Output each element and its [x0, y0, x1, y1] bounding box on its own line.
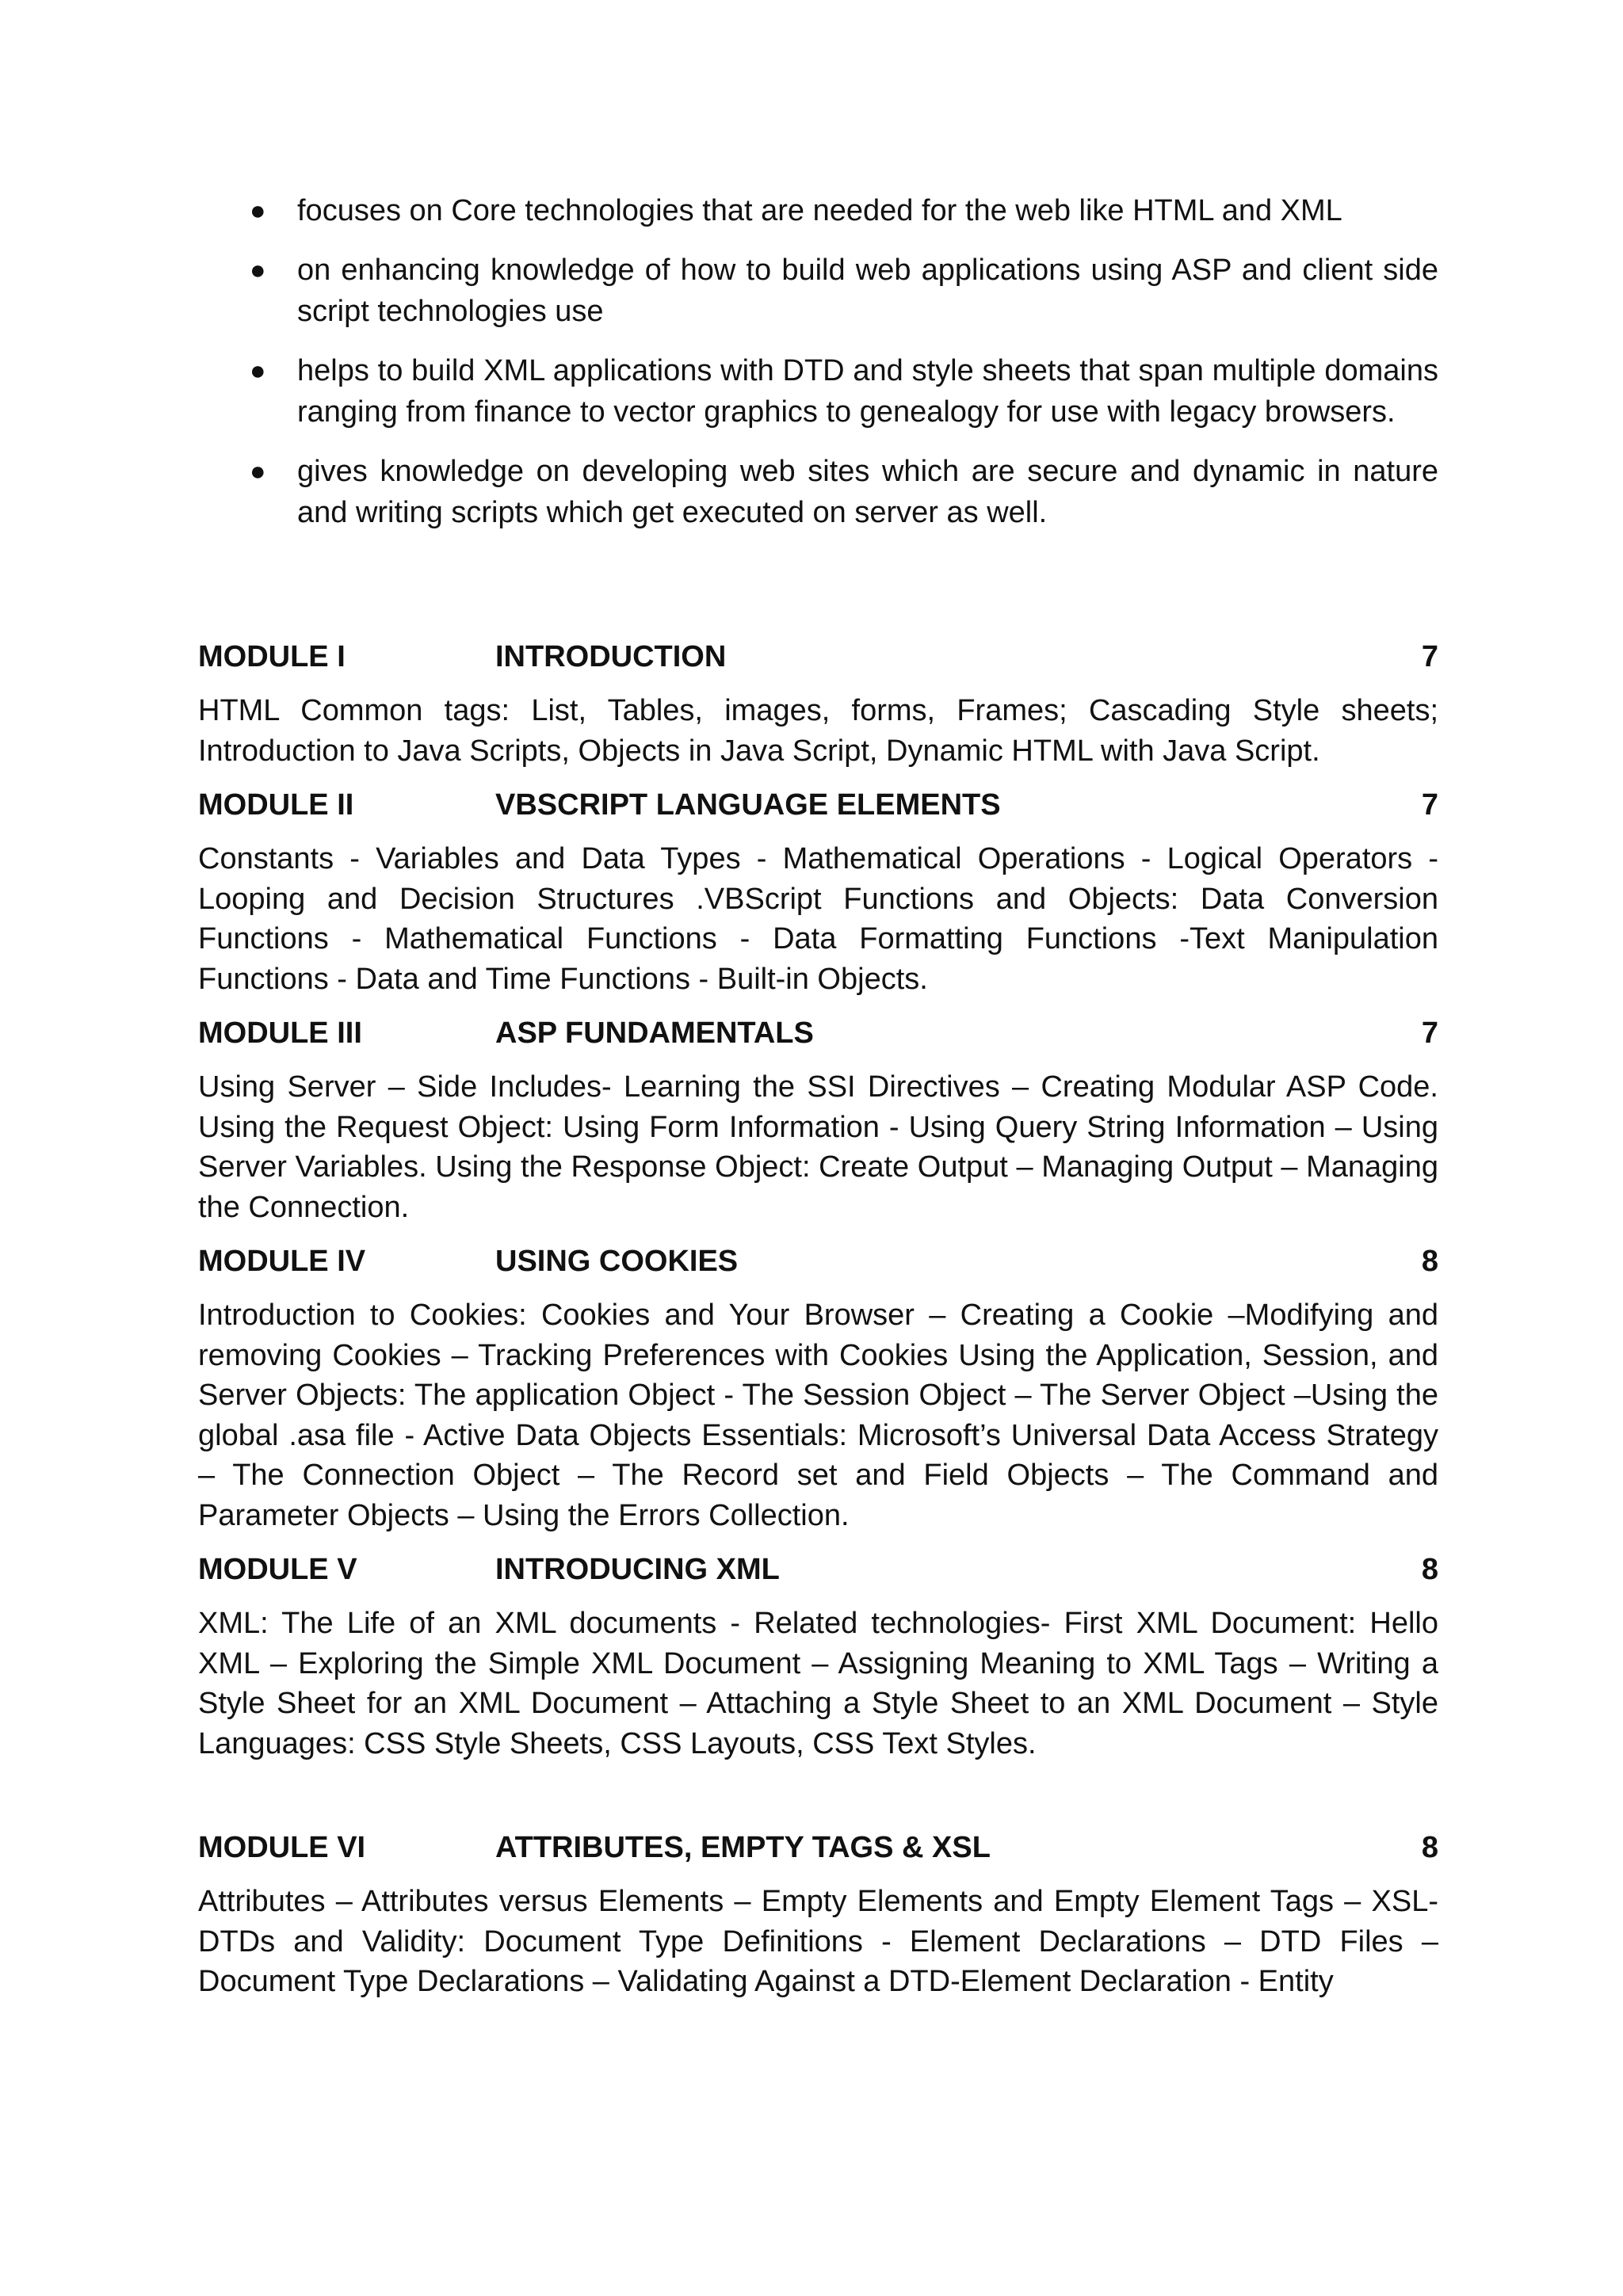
module-heading — [198, 636, 1438, 677]
module-1 — [198, 636, 1438, 771]
list-item-text: gives knowledge on developing web sites which are secure and dynamic in nature and writing scripts which get executed on server as well. — [297, 455, 1438, 529]
module-id: MODULE VI — [198, 1831, 366, 1864]
module-heading — [198, 784, 1438, 826]
module-heading — [198, 1549, 1438, 1590]
module-title: INTRODUCTION — [495, 640, 727, 673]
list-item-text: focuses on Core technologies that are needed for the web like HTML and XML — [297, 194, 1342, 227]
list-item-text: helps to build XML applications with DTD and style sheets that span multiple domains ranging from finance to vector graphics to genealogy for use with legacy browsers. — [297, 354, 1438, 429]
module-3 — [198, 1013, 1438, 1227]
module-title: USING COOKIES — [495, 1245, 739, 1278]
module-description: XML: The Life of an XML documents - Related technologies- First XML Document: Hello XML – Exploring the Simple XML Document – Assigning Meaning to XML Tags – Writing a Style Sheet for an XML Document – Attaching a Style Sheet to an XML Document – Style Languages: CSS Style Sheets, CSS Layouts, CSS Text Styles. — [198, 1607, 1438, 1760]
module-description: Attributes – Attributes versus Elements – Empty Elements and Empty Element Tags – XSL- DTDs and Validity: Document Type Definitions - Element Declarations – DTD Files – Document Type Declarations – Validating Against a DTD-Element Declaration - Entity — [198, 1885, 1438, 1998]
module-id: MODULE III — [198, 1016, 362, 1050]
list-item — [198, 350, 1438, 433]
document-page — [198, 190, 1438, 2016]
bullet-icon: ● — [250, 356, 266, 386]
module-4 — [198, 1241, 1438, 1535]
list-item — [198, 190, 1438, 231]
module-id: MODULE II — [198, 788, 354, 822]
module-hours: 7 — [1421, 1016, 1438, 1050]
module-title: VBSCRIPT LANGUAGE ELEMENTS — [495, 788, 1001, 822]
bullet-icon: ● — [250, 255, 266, 285]
module-heading — [198, 1827, 1438, 1868]
module-heading — [198, 1241, 1438, 1282]
module-2 — [198, 784, 1438, 999]
module-title: ASP FUNDAMENTALS — [495, 1016, 814, 1050]
module-description: HTML Common tags: List, Tables, images, forms, Frames; Cascading Style sheets; Introduction to Java Scripts, Objects in Java Script, Dynamic HTML with Java Script. — [198, 694, 1438, 768]
module-hours: 7 — [1421, 788, 1438, 822]
modules-section — [198, 636, 1438, 2002]
module-6 — [198, 1827, 1438, 2002]
module-id: MODULE IV — [198, 1245, 366, 1278]
list-item — [198, 451, 1438, 533]
module-5 — [198, 1549, 1438, 1764]
module-hours: 8 — [1421, 1553, 1438, 1586]
module-title: ATTRIBUTES, EMPTY TAGS & XSL — [495, 1831, 991, 1864]
module-description: Using Server – Side Includes- Learning the SSI Directives – Creating Modular ASP Code. Using the Request Object: Using Form Information - Using Query String Information – Using Server Variables. Using the Response Object: Create Output – Managing Output – Managing the Connection. — [198, 1070, 1438, 1224]
module-description: Constants - Variables and Data Types - Mathematical Operations - Logical Operators - Looping and Decision Structures .VBScript Functions and Objects: Data Conversion Functions - Mathematical Functions - Data Formatting Functions -Text Manipulation Functions - Data and Time Functions - Built-in Objects. — [198, 842, 1438, 996]
module-title: INTRODUCING XML — [495, 1553, 780, 1586]
module-hours: 7 — [1421, 640, 1438, 673]
module-heading — [198, 1013, 1438, 1054]
module-description: Introduction to Cookies: Cookies and Your Browser – Creating a Cookie –Modifying and removing Cookies – Tracking Preferences with Cookies Using the Application, Session, and Server Objects: The application Object - The Session Object – The Server Object –Using the global .asa file - Active Data Objects Essentials: Microsoft’s Universal Data Access Strategy – The Connection Object – The Record set and Field Objects – The Command and Parameter Objects – Using the Errors Collection. — [198, 1299, 1438, 1532]
module-hours: 8 — [1421, 1831, 1438, 1864]
bullet-icon: ● — [250, 196, 266, 226]
module-hours: 8 — [1421, 1245, 1438, 1278]
objectives-list — [198, 190, 1438, 533]
bullet-icon: ● — [250, 456, 266, 486]
list-item-text: on enhancing knowledge of how to build web applications using ASP and client side script technologies use — [297, 254, 1438, 328]
list-item — [198, 250, 1438, 332]
module-id: MODULE V — [198, 1553, 357, 1586]
module-id: MODULE I — [198, 640, 346, 673]
